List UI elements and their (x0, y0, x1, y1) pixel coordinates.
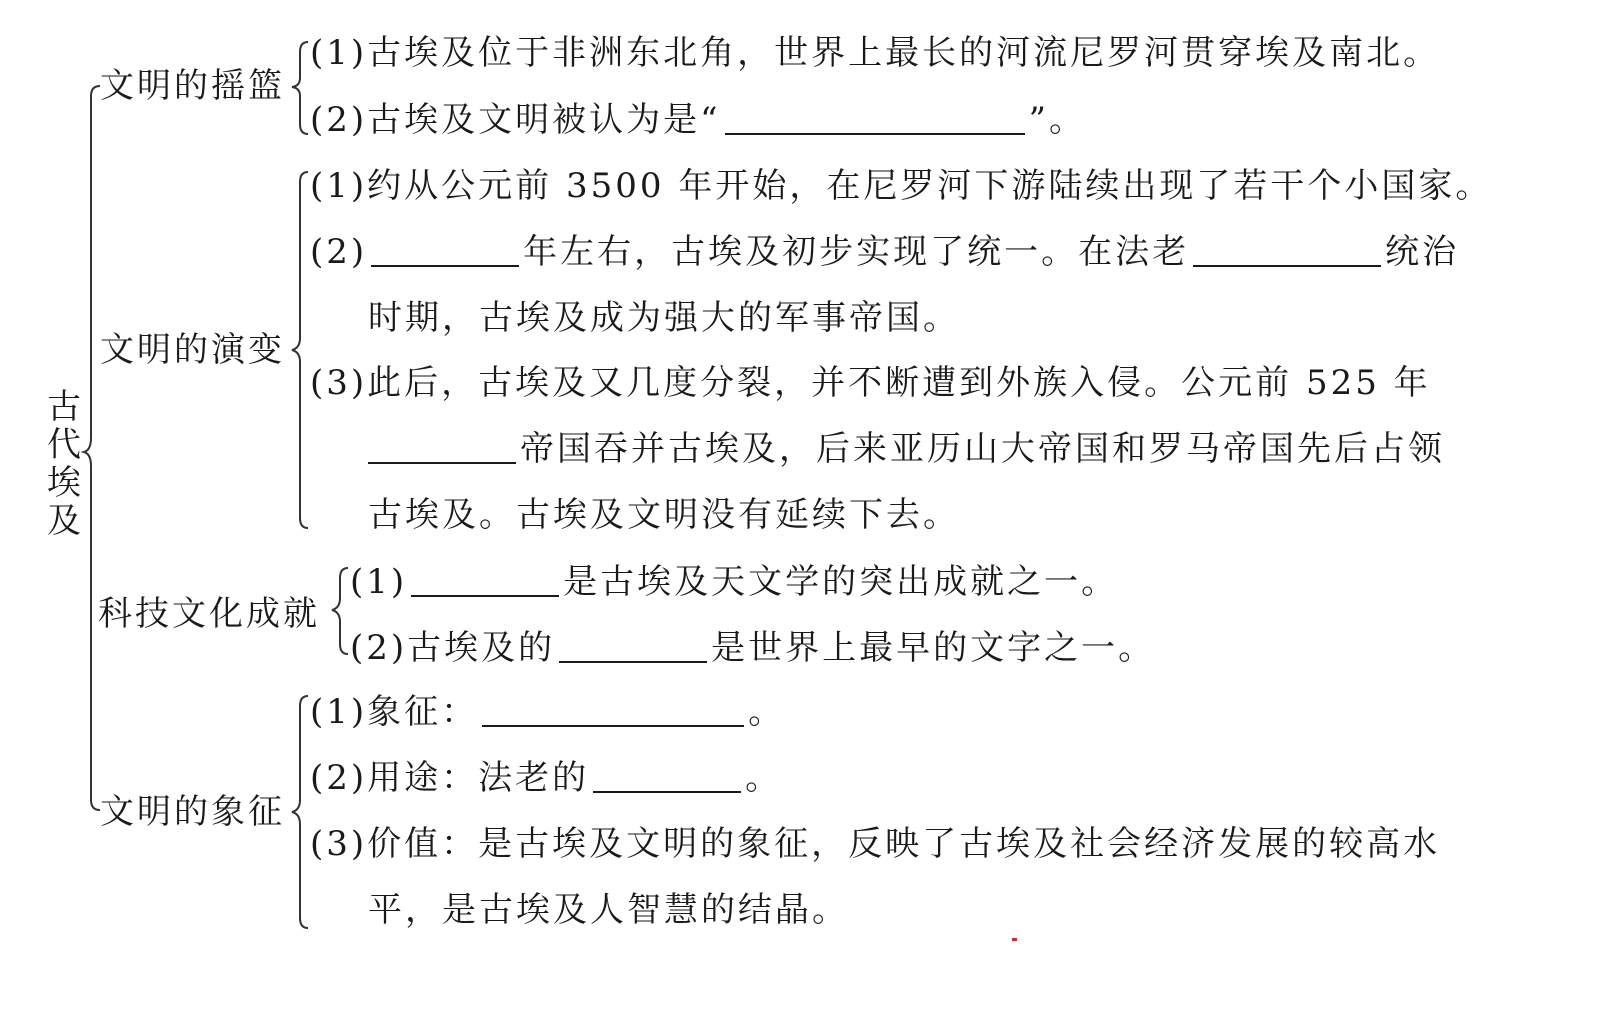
item-prefix: 古埃及的 (407, 628, 556, 668)
fill-blank[interactable] (593, 761, 741, 793)
item-text (350, 628, 1155, 668)
item-text (310, 33, 1440, 73)
item-part-a: 价值：是古埃及文明的象征，反映了古埃及社会经济发展的较高水 (367, 824, 1441, 864)
item-suffix: 。 (748, 692, 786, 732)
item-prefix: 用途：法老的 (367, 758, 590, 798)
item-number: (1) (310, 692, 368, 732)
item-continuation: 平，是古埃及人智慧的结晶。 (368, 890, 849, 930)
item-part-a: 年左右，古埃及初步实现了统一。在法老 (523, 232, 1190, 272)
stray-mark (1012, 938, 1017, 941)
item-part-b: 统治 (1385, 232, 1460, 272)
item-suffix: ”。 (1028, 100, 1086, 140)
item-text (350, 562, 1118, 602)
section-title-achievement: 科技文化成就 (98, 594, 320, 634)
fill-blank[interactable] (559, 631, 707, 663)
item-text (310, 363, 1431, 403)
fill-blank[interactable] (371, 235, 519, 267)
item-text (310, 166, 1492, 206)
item-continuation: 时期，古埃及成为强大的军事帝国。 (368, 298, 960, 338)
bracket-evolution (292, 172, 308, 528)
bracket-achievement (332, 568, 348, 654)
section-title-symbol: 文明的象征 (100, 792, 285, 832)
fill-blank[interactable] (1193, 235, 1381, 267)
item-number: (1) (310, 166, 368, 206)
item-content: 古埃及位于非洲东北角，世界上最长的河流尼罗河贯穿埃及南北。 (367, 33, 1441, 73)
item-text (310, 100, 1086, 140)
fill-blank[interactable] (411, 565, 559, 597)
item-suffix: 。 (745, 758, 783, 798)
item-suffix: 是古埃及天文学的突出成就之一。 (563, 562, 1119, 602)
item-number: (2) (310, 758, 368, 798)
item-part-b: 帝国吞并古埃及，后来亚历山大帝国和罗马帝国先后占领 (520, 429, 1445, 469)
item-continuation: 古埃及。古埃及文明没有延续下去。 (368, 495, 960, 535)
fill-blank[interactable] (368, 432, 516, 464)
fill-blank[interactable] (482, 695, 744, 727)
fill-blank[interactable] (725, 103, 1025, 135)
section-title-cradle: 文明的摇篮 (100, 66, 285, 106)
item-number: (2) (350, 628, 408, 668)
item-number: (2) (310, 100, 368, 140)
item-content: 约从公元前 3500 年开始，在尼罗河下游陆续出现了若干个小国家。 (367, 166, 1493, 206)
bracket-symbol (292, 696, 308, 928)
item-number: (1) (350, 562, 408, 602)
item-prefix: 象征： (367, 692, 479, 732)
root-label: 古代埃及 (47, 387, 81, 541)
item-text (310, 692, 785, 732)
item-prefix: 古埃及文明被认为是“ (367, 100, 721, 140)
item-suffix: 是世界上最早的文字之一。 (711, 628, 1156, 668)
item-number: (1) (310, 33, 368, 73)
bracket-cradle (292, 42, 308, 134)
item-number: (2) (310, 232, 368, 272)
item-text (310, 758, 782, 798)
main-bracket (84, 86, 100, 810)
item-text (310, 232, 1459, 272)
item-continuation (368, 429, 1445, 469)
section-title-evolution: 文明的演变 (100, 330, 285, 370)
item-text (310, 824, 1440, 864)
item-number: (3) (310, 824, 368, 864)
item-number: (3) (310, 363, 368, 403)
item-part-a: 此后，古埃及又几度分裂，并不断遭到外族入侵。公元前 525 年 (367, 363, 1431, 403)
